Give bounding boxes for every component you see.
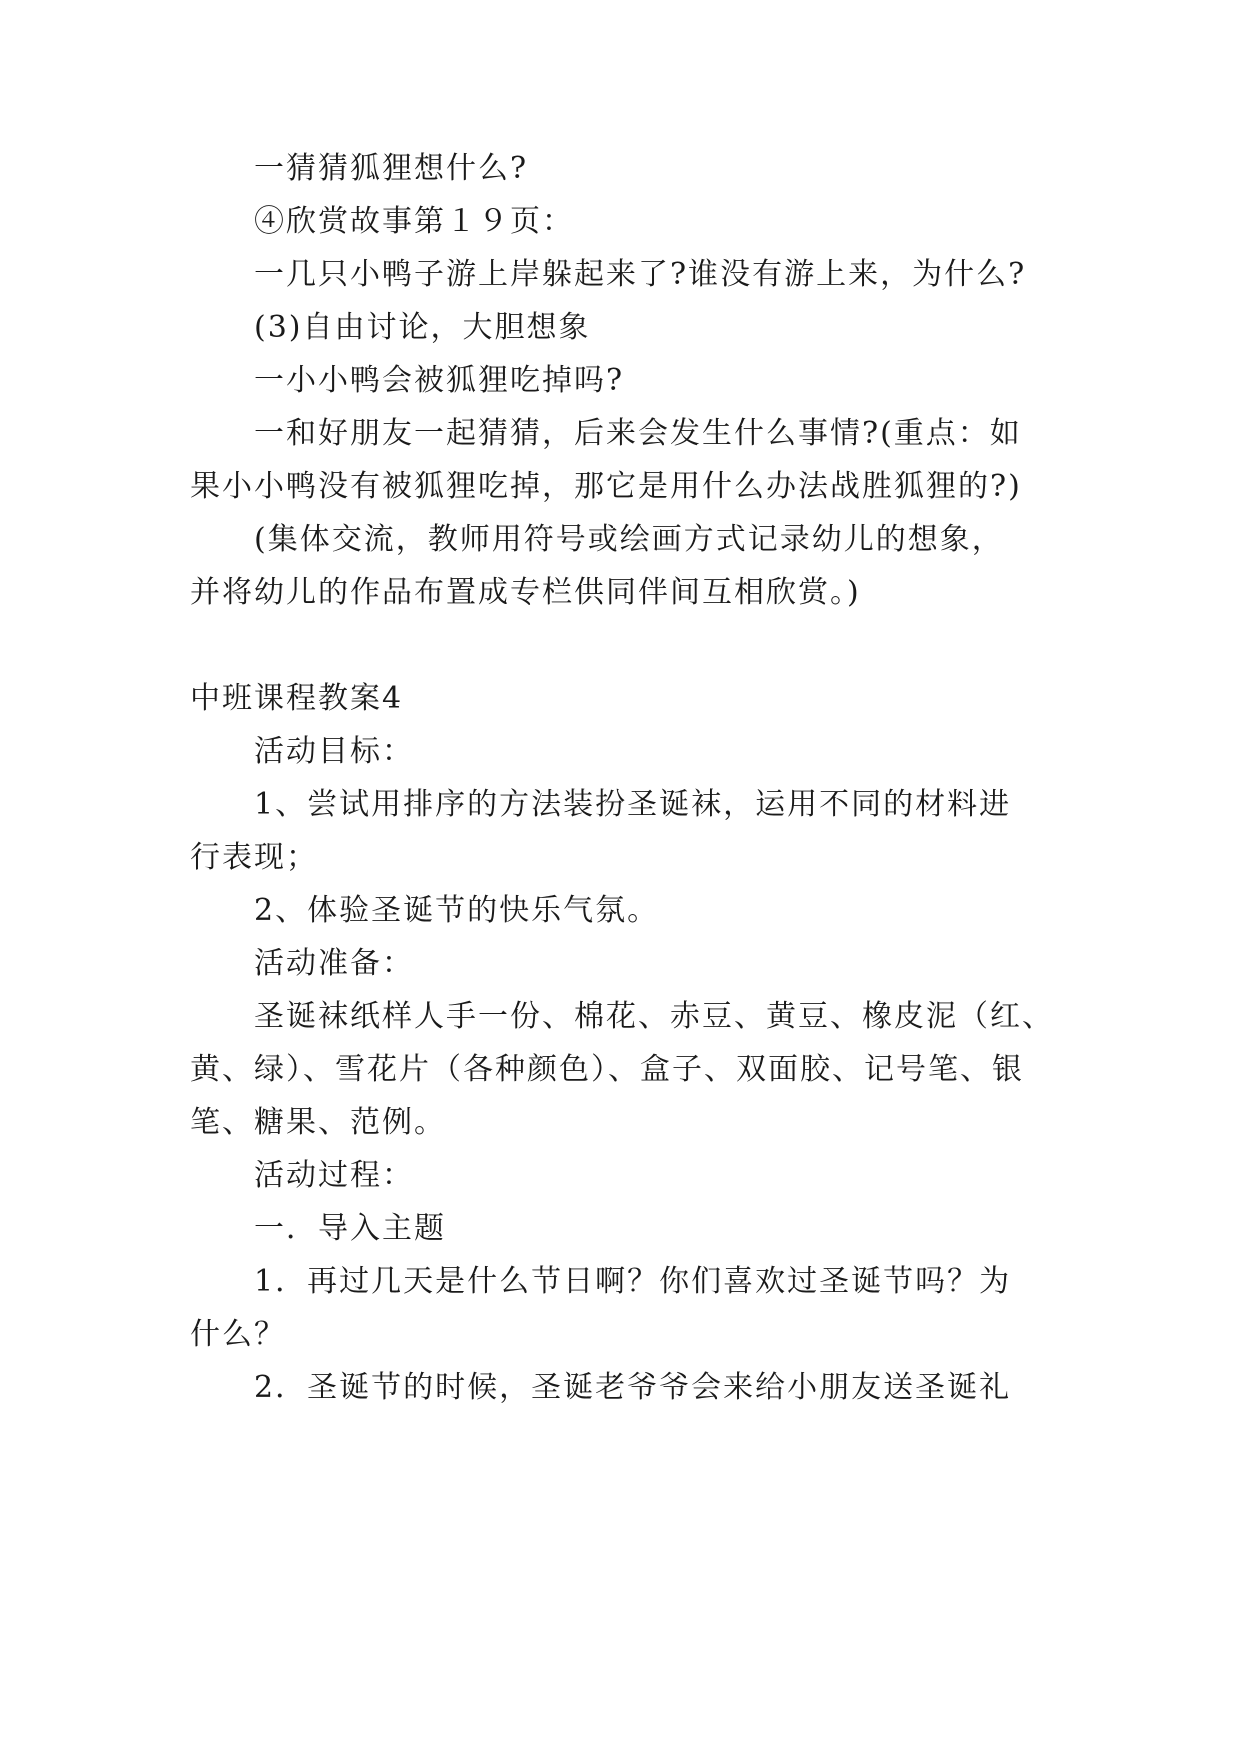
text-line: 并将幼儿的作品布置成专栏供同伴间互相欣赏。)	[190, 575, 861, 610]
text-line: 一几只小鸭子游上岸躲起来了?谁没有游上来，为什么?	[254, 257, 1027, 292]
text-line: 笔、糖果、范例。	[190, 1105, 446, 1140]
text-line: 活动过程：	[254, 1158, 414, 1193]
text-line: ④欣赏故事第１９页：	[254, 204, 574, 239]
text-line: 一小小鸭会被狐狸吃掉吗?	[254, 363, 625, 398]
text-line: 一．导入主题	[254, 1211, 446, 1246]
text-line: 行表现；	[190, 840, 318, 875]
text-line: 2、体验圣诞节的快乐气氛。	[254, 893, 660, 928]
text-line: 一和好朋友一起猜猜，后来会发生什么事情?(重点：如	[254, 416, 1022, 451]
section-heading: 中班课程教案4	[190, 681, 404, 716]
text-line: 活动目标：	[254, 734, 414, 769]
text-line: 一猜猜狐狸想什么?	[254, 151, 529, 186]
text-line: 圣诞袜纸样人手一份、棉花、赤豆、黄豆、橡皮泥（红、	[254, 999, 1054, 1034]
text-line: (集体交流，教师用符号或绘画方式记录幼儿的想象，	[254, 522, 1004, 557]
text-line: 果小小鸭没有被狐狸吃掉，那它是用什么办法战胜狐狸的?)	[190, 469, 1022, 504]
text-line: 活动准备：	[254, 946, 414, 981]
text-line: (3)自由讨论，大胆想象	[254, 310, 591, 345]
text-line: 2．圣诞节的时候，圣诞老爷爷会来给小朋友送圣诞礼	[254, 1370, 1012, 1405]
text-line: 1、尝试用排序的方法装扮圣诞袜，运用不同的材料进	[254, 787, 1012, 822]
text-line: 1．再过几天是什么节日啊？你们喜欢过圣诞节吗？为	[254, 1264, 1012, 1299]
text-line: 黄、绿）、雪花片（各种颜色）、盒子、双面胶、记号笔、银	[190, 1052, 1024, 1087]
text-line: 什么？	[190, 1317, 286, 1352]
